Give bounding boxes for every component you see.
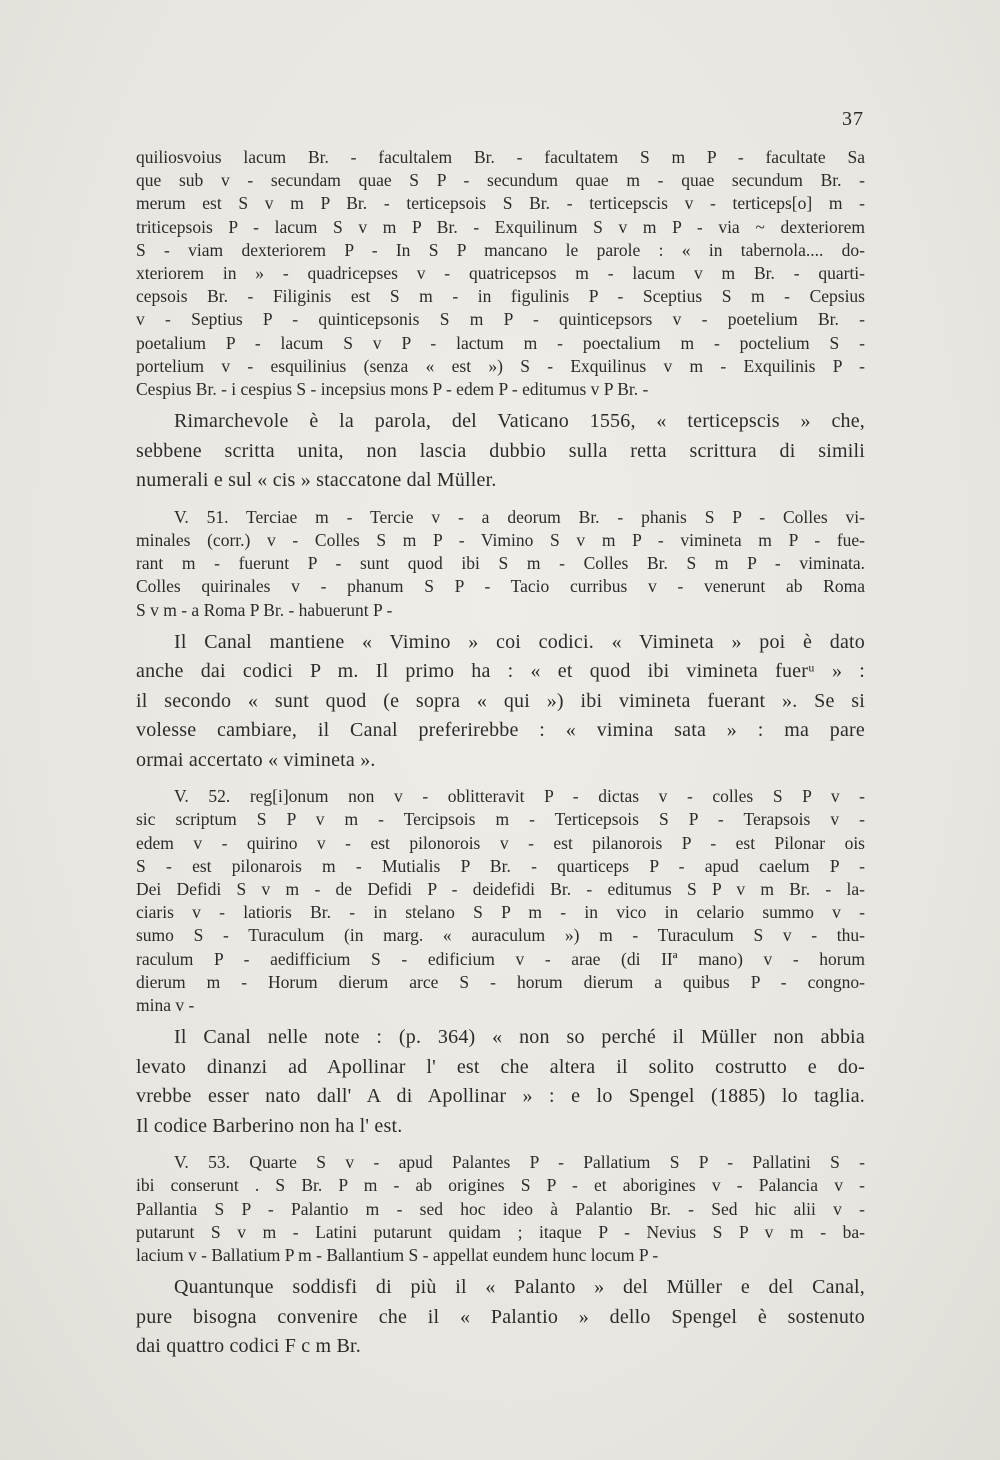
text-line: poetalium P - lacum S v P - lactum m - poectalium m - poctelium S - — [136, 332, 865, 353]
text-line: lacium v - Ballatium P m - Ballantium S - appellat eundem hunc locum P - — [136, 1245, 659, 1266]
text-line: minales (corr.) v - Colles S m P - Vimino S v m P - vimineta m P - fue- — [136, 529, 865, 550]
text-line: Il Canal nelle note : (p. 364) « non so perché il Müller non abbia — [174, 1026, 865, 1049]
text-line: S - est pilonarois m - Mutialis P Br. - quarticeps P - apud caelum P - — [136, 855, 865, 876]
text-line: Dei Defidi S v m - de Defidi P - deidefidi Br. - editumus S P v m Br. - la- — [136, 879, 865, 900]
text-line: levato dinanzi ad Apollinar l' est che altera il solito costrutto e do- — [136, 1055, 865, 1078]
text-line: Pallantia S P - Palantio m - sed hoc ideo à Palantio Br. - Sed hic alii v - — [136, 1198, 865, 1219]
commentary-paragraph — [136, 407, 865, 496]
page-number: 37 — [842, 108, 864, 130]
text-line: numerali e sul « cis » staccatone dal Müller. — [136, 469, 497, 492]
text-line: xteriorem in » - quadricepses v - quatricepsos m - lacum v m Br. - quarti- — [136, 263, 865, 284]
text-line: V. 52. reg[i]onum non v - oblitteravit P - dictas v - colles S P v - — [174, 786, 865, 807]
text-line: V. 51. Terciae m - Tercie v - a deorum Br. - phanis S P - Colles vi- — [174, 506, 865, 527]
text-line: mina v - — [136, 995, 195, 1016]
text-line: ibi conserunt . S Br. P m - ab origines S P - et aborigines v - Palancia v - — [136, 1175, 865, 1196]
text-line: cepsois Br. - Filiginis est S m - in figulinis P - Sceptius S m - Cepsius — [136, 286, 865, 307]
text-line: sumo S - Turaculum (in marg. « auraculum ») m - Turaculum S v - thu- — [136, 925, 865, 946]
text-line: ciaris v - latioris Br. - in stelano S P m - in vico in celario summo v - — [136, 902, 865, 923]
text-line: quiliosvoius lacum Br. - facultalem Br. - facultatem S m P - facultate Sa — [136, 147, 865, 167]
block-spacer — [136, 496, 865, 506]
text-line: volesse cambiare, il Canal preferirebbe : « vimina sata » : ma pare — [136, 719, 865, 742]
text-line: edem v - quirino v - est pilonorois v - est pilanorois P - est Pilonar ois — [136, 832, 865, 853]
text-line: V. 53. Quarte S v - apud Palantes P - Pallatium S P - Pallatini S - — [174, 1152, 865, 1173]
text-line: Rimarchevole è la parola, del Vaticano 1556, « terticepscis » che, — [174, 410, 865, 433]
text-line: il secondo « sunt quod (e sopra « qui ») ibi vimineta fuerant ». Se si — [136, 689, 865, 712]
text-line: merum est S v m P Br. - terticepsois S Br. - terticepscis v - terticeps[o] m - — [136, 193, 865, 214]
text-line: v - Septius P - quinticepsonis S m P - quinticepsors v - poetelium Br. - — [136, 309, 865, 330]
variant-notes-block — [136, 506, 865, 622]
text-line: sebbene scritta unita, non lascia dubbio sulla retta scrittura di simili — [136, 439, 865, 462]
text-line: S v m - a Roma P Br. - habuerunt P - — [136, 599, 393, 620]
text-line: S - viam dexteriorem P - In S P mancano le parole : « in tabernola.... do- — [136, 239, 865, 260]
text-line: portelium v - esquilinius (senza « est ») S - Exquilinus v m - Exquilinis P - — [136, 355, 865, 376]
text-line: rant m - fuerunt P - sunt quod ibi S m - Colles Br. S m P - viminata. — [136, 553, 865, 574]
text-line: que sub v - secundam quae S P - secundum quae m - quae secundum Br. - — [136, 170, 865, 191]
text-line: triticepsois P - lacum S v m P Br. - Exquilinum S v m P - via ~ dexteriorem — [136, 216, 865, 237]
text-line: Quantunque soddisfi di più il « Palanto » del Müller e del Canal, — [174, 1276, 865, 1299]
text-line: Il codice Barberino non ha l' est. — [136, 1114, 403, 1137]
text-line: Il Canal mantiene « Vimino » coi codici. « Vimineta » poi è dato — [174, 630, 865, 653]
commentary-paragraph — [136, 1023, 865, 1141]
text-line: putarunt S v m - Latini putarunt quidam ; itaque P - Nevius S P v m - ba- — [136, 1221, 865, 1242]
variant-notes-block — [136, 785, 865, 1017]
text-line: Colles quirinales v - phanum S P - Tacio curribus v - venerunt ab Roma — [136, 576, 865, 597]
page-body — [136, 146, 865, 1362]
text-line: raculum P - aedifficium S - edificium v - arae (di IIª mano) v - horum — [136, 948, 865, 969]
text-line: dai quattro codici F c m Br. — [136, 1335, 362, 1358]
block-spacer — [136, 775, 865, 785]
variant-notes-block — [136, 146, 865, 401]
commentary-paragraph — [136, 628, 865, 776]
block-spacer — [136, 1141, 865, 1151]
variant-notes-block — [136, 1151, 865, 1267]
text-line: Cespius Br. - i cespius S - incepsius mons P - edem P - editumus v P Br. - — [136, 379, 649, 400]
text-line: anche dai codici P m. Il primo ha : « et quod ibi vimineta fuerᵘ » : — [136, 660, 865, 683]
text-line: sic scriptum S P v m - Tercipsois m - Terticepsois S P - Terapsois v - — [136, 809, 865, 830]
text-line: ormai accertato « vimineta ». — [136, 748, 376, 771]
text-line: vrebbe esser nato dall' A di Apollinar » : e lo Spengel (1885) lo taglia. — [136, 1085, 865, 1108]
text-line: dierum m - Horum dierum arce S - horum dierum a quibus P - congno- — [136, 971, 865, 992]
commentary-paragraph — [136, 1273, 865, 1362]
text-line: pure bisogna convenire che il « Palantio » dello Spengel è sostenuto — [136, 1305, 865, 1328]
